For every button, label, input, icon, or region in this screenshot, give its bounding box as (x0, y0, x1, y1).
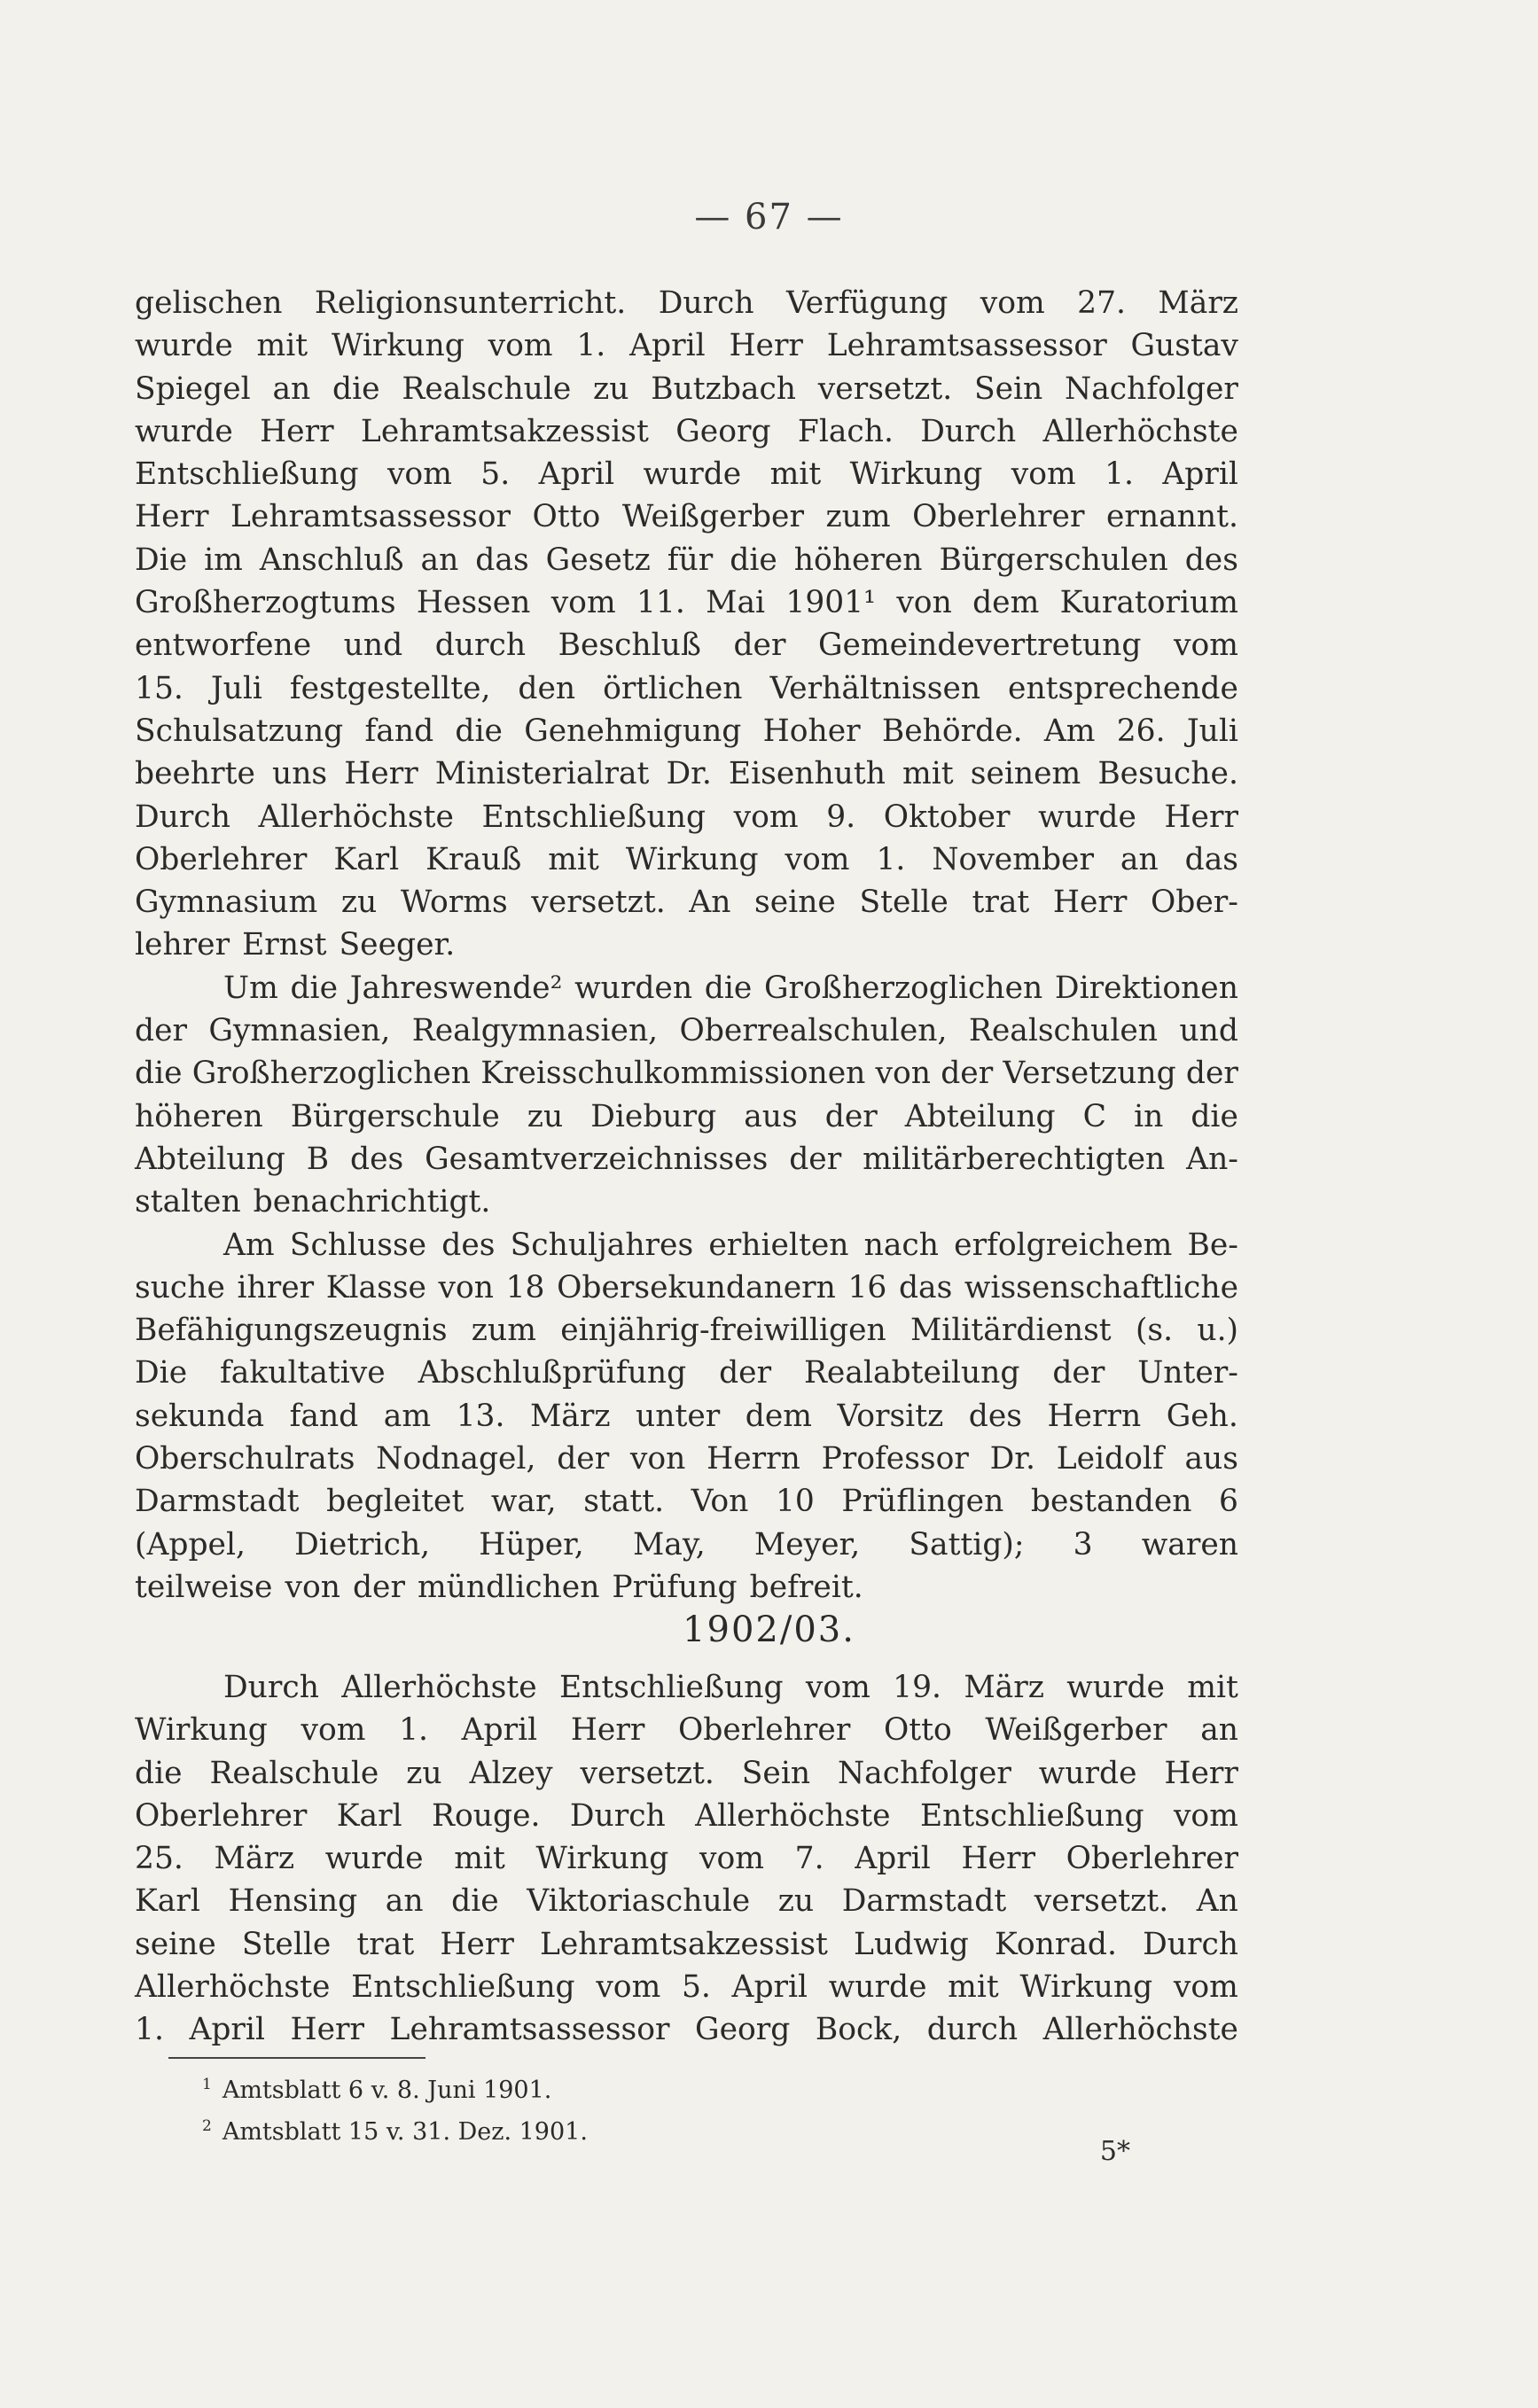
text-line: Um die Jahreswende² wurden die Großherzoglichen Direktionen (223, 970, 1238, 1006)
page-number: — 67 — (694, 197, 844, 238)
text-line: seine Stelle trat Herr Lehramtsakzessist Ludwig Konrad. Durch (135, 1926, 1238, 1962)
text-line: Am Schlusse des Schuljahres erhielten nach erfolgreichem Be- (223, 1227, 1238, 1263)
footnote-text: Amtsblatt 6 v. 8. Juni 1901. (222, 2077, 552, 2104)
text-line: Die fakultative Abschlußprüfung der Realabteilung der Unter- (135, 1355, 1238, 1391)
text-line: Entschließung vom 5. April wurde mit Wirkung vom 1. April (135, 456, 1238, 493)
text-line: wurde mit Wirkung vom 1. April Herr Lehramtsassessor Gustav (135, 328, 1238, 364)
text-line: wurde Herr Lehramtsakzessist Georg Flach. Durch Allerhöchste (135, 413, 1238, 449)
text-line: Wirkung vom 1. April Herr Oberlehrer Otto Weißgerber an (135, 1712, 1238, 1749)
text-line: gelischen Religionsunterricht. Durch Verfügung vom 27. März (135, 285, 1238, 321)
text-line: (Appel, Dietrich, Hüper, May, Meyer, Sattig); 3 waren (135, 1526, 1238, 1562)
text-line: sekunda fand am 13. März unter dem Vorsitz des Herrn Geh. (135, 1398, 1238, 1434)
footnotes (202, 2067, 588, 2150)
text-line: Oberschulrats Nodnagel, der von Herrn Professor Dr. Leidolf aus (135, 1441, 1238, 1477)
text-line: Großherzogtums Hessen vom 11. Mai 1901¹ von dem Kuratorium (135, 585, 1238, 621)
text-line: Abteilung B des Gesamtverzeichnisses der militärberechtigten An- (135, 1141, 1238, 1177)
text-line: Die im Anschluß an das Gesetz für die höheren Bürgerschulen des (135, 542, 1238, 578)
text-line: suche ihrer Klasse von 18 Obersekundanern 16 das wissenschaftliche (135, 1269, 1238, 1305)
body-text-block-2 (135, 1666, 1238, 2052)
text-line: 15. Juli festgestellte, den örtlichen Verhältnissen entsprechende (135, 670, 1238, 706)
text-line: Befähigungszeugnis zum einjährig-freiwilligen Militärdienst (s. u.) (135, 1313, 1238, 1349)
text-line: lehrer Ernst Seeger. (135, 927, 456, 963)
section-heading: 1902/03. (683, 1609, 855, 1650)
text-line: die Großherzoglichen Kreisschulkommissionen von der Versetzung der (135, 1056, 1238, 1092)
text-line: entworfene und durch Beschluß der Gemeindevertretung vom (135, 627, 1238, 664)
footnote-mark: 1 (202, 2076, 212, 2093)
text-line: teilweise von der mündlichen Prüfung befreit. (135, 1569, 863, 1605)
text-line: die Realschule zu Alzey versetzt. Sein Nachfolger wurde Herr (135, 1755, 1238, 1791)
sheet-signature: 5* (1099, 2136, 1130, 2167)
text-line: beehrte uns Herr Ministerialrat Dr. Eisenhuth mit seinem Besuche. (135, 756, 1238, 792)
text-line: Spiegel an die Realschule zu Butzbach versetzt. Sein Nachfolger (135, 370, 1238, 407)
text-line: 1. April Herr Lehramtsassessor Georg Bock, durch Allerhöchste (135, 2012, 1238, 2048)
text-line: Oberlehrer Karl Krauß mit Wirkung vom 1. November an das (135, 841, 1238, 877)
footnote-text: Amtsblatt 15 v. 31. Dez. 1901. (222, 2118, 588, 2146)
footnote-2 (202, 2108, 588, 2150)
text-line: Gymnasium zu Worms versetzt. An seine Stelle trat Herr Ober- (135, 884, 1238, 921)
text-line: Schulsatzung fand die Genehmigung Hoher Behörde. Am 26. Juli (135, 713, 1238, 749)
text-line: stalten benachrichtigt. (135, 1184, 491, 1220)
text-line: Darmstadt begleitet war, statt. Von 10 Prüflingen bestanden 6 (135, 1484, 1238, 1520)
footnote-1 (202, 2067, 588, 2108)
text-line: der Gymnasien, Realgymnasien, Oberrealschulen, Realschulen und (135, 1013, 1238, 1049)
text-line: Allerhöchste Entschließung vom 5. April wurde mit Wirkung vom (135, 1969, 1238, 2006)
footnote-divider (168, 2057, 425, 2059)
text-line: Karl Hensing an die Viktoriaschule zu Darmstadt versetzt. An (135, 1883, 1238, 1920)
text-line: Durch Allerhöchste Entschließung vom 9. Oktober wurde Herr (135, 799, 1238, 835)
text-line: höheren Bürgerschule zu Dieburg aus der Abteilung C in die (135, 1098, 1238, 1134)
body-text-block-1 (135, 282, 1238, 1609)
text-line: Oberlehrer Karl Rouge. Durch Allerhöchste Entschließung vom (135, 1797, 1238, 1834)
footnote-mark: 2 (202, 2117, 212, 2135)
text-line: Herr Lehramtsassessor Otto Weißgerber zum Oberlehrer ernannt. (135, 499, 1238, 535)
text-line: Durch Allerhöchste Entschließung vom 19. März wurde mit (223, 1670, 1238, 1705)
text-line: 25. März wurde mit Wirkung vom 7. April Herr Oberlehrer (135, 1841, 1238, 1877)
